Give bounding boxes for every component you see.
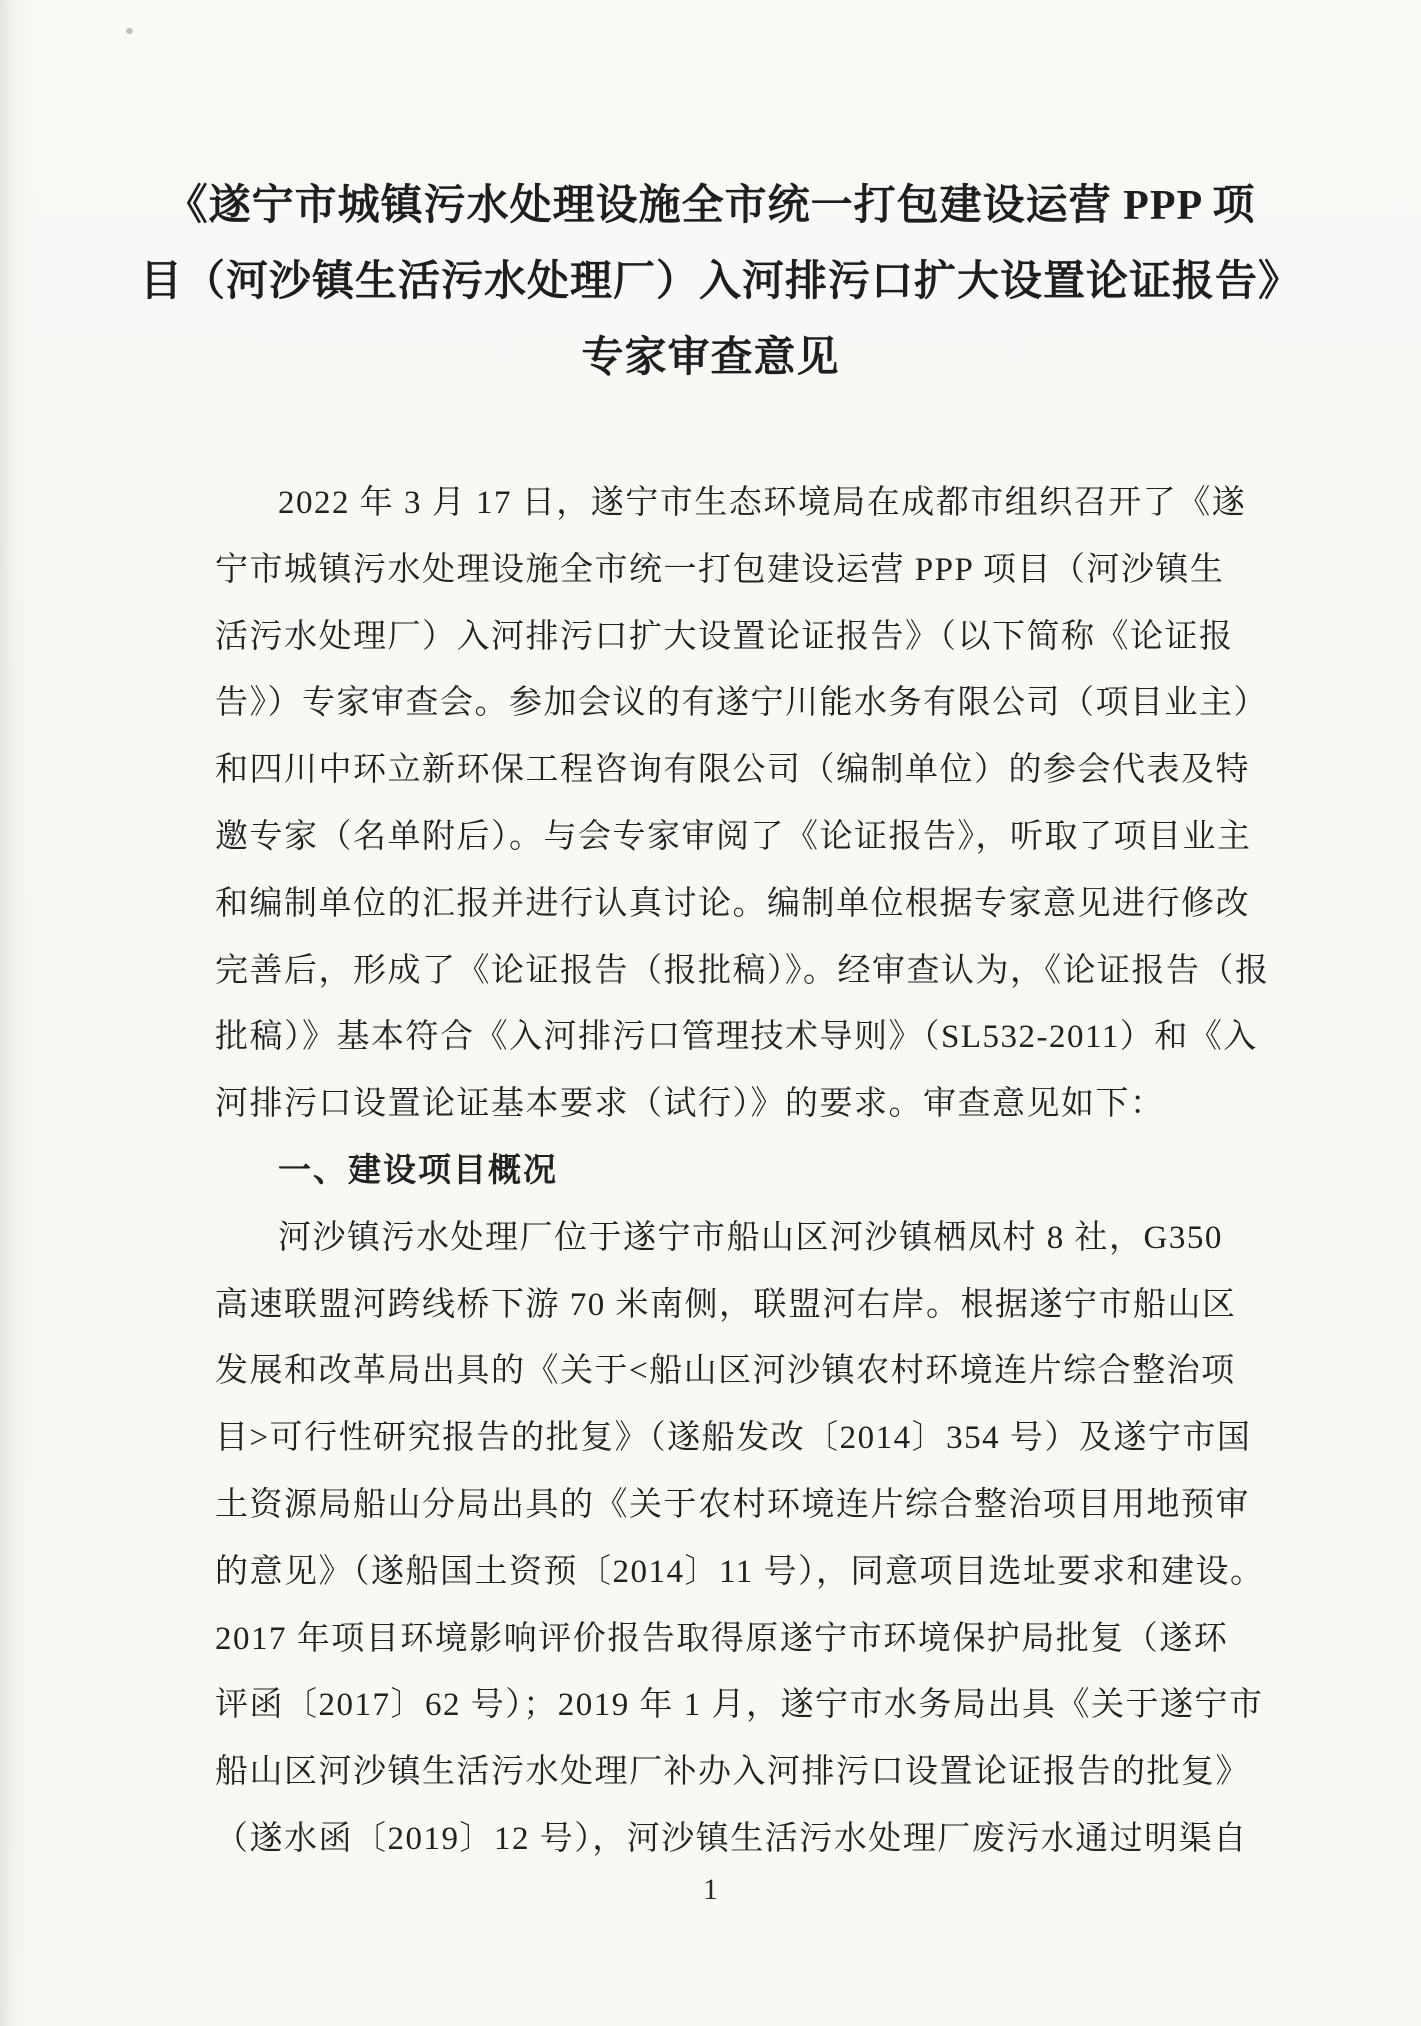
paragraph1-line: 2022 年 3 月 17 日，遂宁市生态环境局在成都市组织召开了《遂 <box>278 485 1247 521</box>
paragraph2-line: 的意见》（遂船国土资预〔2014〕11 号），同意项目选址要求和建设。 <box>215 1553 1265 1590</box>
paragraph2-line: 船山区河沙镇生活污水处理厂补办入河排污口设置论证报告的批复》 <box>215 1754 1250 1791</box>
section-heading-1: 一、建设项目概况 <box>278 1152 558 1189</box>
paragraph1-line: 和四川中环立新环保工程咨询有限公司（编制单位）的参会代表及特 <box>215 752 1250 789</box>
paragraph1-line: 活污水处理厂）入河排污口扩大设置论证报告》（以下简称《论证报 <box>215 618 1234 655</box>
page-number: 1 <box>703 1873 718 1906</box>
document-body <box>215 470 1270 1873</box>
paragraph1-line: 邀专家（名单附后）。与会专家审阅了《论证报告》，听取了项目业主 <box>215 818 1252 855</box>
paragraph1-line: 宁市城镇污水处理设施全市统一打包建设运营 PPP 项目（河沙镇生 <box>215 551 1225 588</box>
title-line-1: 《遂宁市城镇污水处理设施全市统一打包建设运营 PPP 项 <box>165 183 1256 229</box>
paragraph2-line: 2017 年项目环境影响评价报告取得原遂宁市环境保护局批复（遂环 <box>215 1620 1229 1657</box>
paragraph2-line: 河沙镇污水处理厂位于遂宁市船山区河沙镇栖凤村 8 社，G350 <box>278 1219 1223 1256</box>
paragraph1-line: 和编制单位的汇报并进行认真讨论。编制单位根据专家意见进行修改 <box>215 885 1250 922</box>
document-title <box>140 168 1302 396</box>
paragraph2-line: 发展和改革局出具的《关于<船山区河沙镇农村环境连片综合整治项 <box>215 1353 1236 1390</box>
paragraph1-line: 批稿）》基本符合《入河排污口管理技术导则》（SL532-2011）和《入 <box>215 1019 1258 1056</box>
title-line-2: 目（河沙镇生活污水处理厂）入河排污口扩大设置论证报告》 <box>140 259 1302 305</box>
paragraph1-line: 完善后，形成了《论证报告（报批稿）》。经审查认为，《论证报告（报 <box>215 952 1270 989</box>
paragraph2-line: 评函〔2017〕62 号）；2019 年 1 月，遂宁市水务局出具《关于遂宁市 <box>215 1687 1264 1724</box>
paragraph2-line: （遂水函〔2019〕12 号），河沙镇生活污水处理厂废污水通过明渠自 <box>215 1820 1248 1857</box>
title-line-3: 专家审查意见 <box>581 335 840 381</box>
paragraph2-line: 高速联盟河跨线桥下游 70 米南侧，联盟河右岸。根据遂宁市船山区 <box>215 1286 1237 1323</box>
paragraph1-line: 告》）专家审查会。参加会议的有遂宁川能水务有限公司（项目业主） <box>215 685 1268 722</box>
paragraph1-line: 河排污口设置论证基本要求（试行）》的要求。审查意见如下： <box>215 1086 1165 1123</box>
paragraph2-line: 土资源局船山分局出具的《关于农村环境连片综合整治项目用地预审 <box>215 1486 1250 1523</box>
scan-speck <box>126 28 133 34</box>
paragraph2-line: 目>可行性研究报告的批复》（遂船发改〔2014〕354 号）及遂宁市国 <box>215 1420 1252 1457</box>
